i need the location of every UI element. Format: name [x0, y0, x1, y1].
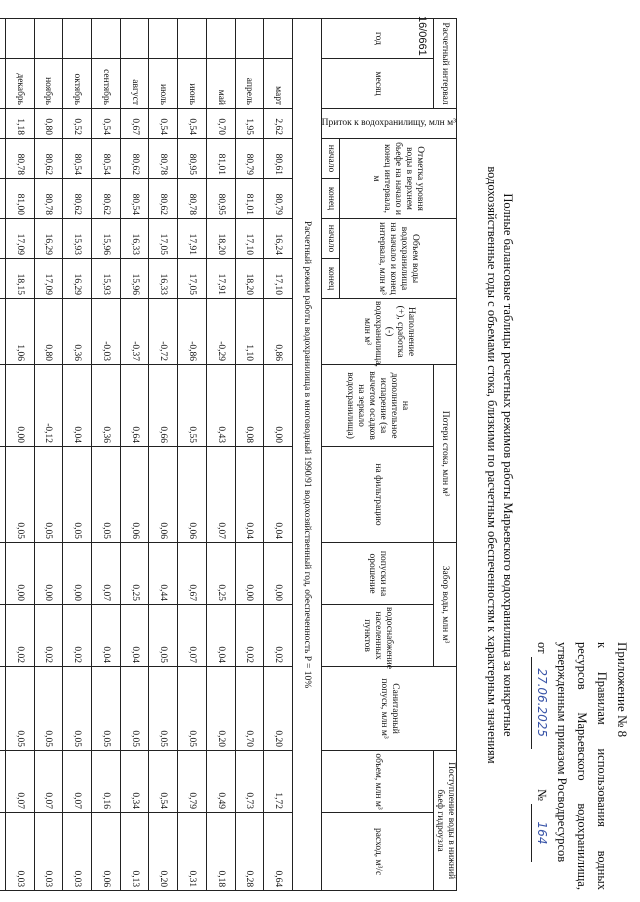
cell-vol-s: 17,91 [178, 219, 207, 259]
cell-lb-vol: 0,07 [63, 751, 92, 813]
cell-vol-s: 16,33 [120, 219, 149, 259]
cell-inflow: 0,67 [120, 109, 149, 139]
cell-year [34, 19, 63, 59]
cell-lb-q: 0,18 [206, 813, 235, 891]
cell-vol-e: 17,10 [264, 259, 293, 299]
cell-san: 0,20 [206, 667, 235, 751]
cell-filtr: 0,04 [264, 447, 293, 543]
cell-fill: 1,10 [235, 299, 264, 365]
cell-irr: 0,07 [92, 543, 121, 605]
cell-lvl-s: 80,62 [120, 139, 149, 179]
cell-vol-e: 16,29 [63, 259, 92, 299]
cell-san: 0,20 [264, 667, 293, 751]
col-settlements: водоснабжение населенных пунктов [321, 605, 433, 667]
cell-vol-e: 16,33 [149, 259, 178, 299]
cell-evap: 0,00 [5, 365, 34, 447]
cell-lb-q: 0,64 [264, 813, 293, 891]
col-volume: Объем воды водохранилища на начало и конец интервала, млн м³ [339, 219, 456, 299]
cell-vol-e: 15,96 [120, 259, 149, 299]
cell-lb-q: 0,06 [92, 813, 121, 891]
cell-irr: 0,25 [206, 543, 235, 605]
cell-fill: 1,06 [5, 299, 34, 365]
section-row [292, 19, 321, 891]
cell-lvl-s: 80,54 [92, 139, 121, 179]
header-text: к [595, 642, 609, 649]
table-row [34, 19, 63, 891]
appendix-line-3: утвержденным приказом Росводресурсов [555, 642, 569, 863]
table-row [63, 19, 92, 891]
cell-irr: 0,00 [34, 543, 63, 605]
cell-san: 0,05 [5, 667, 34, 751]
cell-year [235, 19, 264, 59]
header-text: Марьевского [575, 712, 589, 781]
table-row [149, 19, 178, 891]
appendix-line-1 [592, 642, 612, 890]
cell-irr: 0,67 [178, 543, 207, 605]
cell-set: 0,02 [264, 605, 293, 667]
cell-filtr: 0,07 [206, 447, 235, 543]
cell-fill: -0,72 [149, 299, 178, 365]
cell-irr: 0,00 [264, 543, 293, 605]
cell-filtr: 0,06 [149, 447, 178, 543]
cell-fill: -0,86 [178, 299, 207, 365]
col-level-start: начало [321, 139, 339, 179]
appendix-title: Приложение № 8 [615, 642, 630, 738]
cell-month: октябрь [63, 59, 92, 109]
cell-evap: 0,43 [206, 365, 235, 447]
cell-inflow: 1,18 [5, 109, 34, 139]
cell-vol-e: 17,91 [206, 259, 235, 299]
cell-month: июнь [178, 59, 207, 109]
cell-lvl-s: 80,62 [34, 139, 63, 179]
cell-lb-q [0, 813, 5, 891]
cell-inflow: 0,54 [149, 109, 178, 139]
cell-lvl-s: 80,95 [178, 139, 207, 179]
cell-filtr: 0,05 [92, 447, 121, 543]
col-interval: Расчетный интервал [434, 19, 457, 109]
cell-lb-q: 0,03 [5, 813, 34, 891]
header-text: № [535, 788, 549, 801]
cell-evap: 0,55 [178, 365, 207, 447]
cell-lb-q: 0,03 [34, 813, 63, 891]
cell-month: апрель [235, 59, 264, 109]
cell-vol-s: 15,93 [63, 219, 92, 259]
cell-san: 0,70 [235, 667, 264, 751]
cell-lvl-s: 80,61 [264, 139, 293, 179]
cell-san: 0,05 [120, 667, 149, 751]
cell-lb-vol: 0,79 [178, 751, 207, 813]
cell-fill: 0,80 [34, 299, 63, 365]
cell-lb-vol: 0,07 [34, 751, 63, 813]
cell-lb-vol: 0,73 [235, 751, 264, 813]
cell-evap [0, 365, 5, 447]
cell-san: 0,05 [63, 667, 92, 751]
cell-san [0, 667, 5, 751]
cell-fill: 0,36 [63, 299, 92, 365]
cell-year [5, 19, 34, 59]
cell-lb-vol: 0,16 [92, 751, 121, 813]
cell-vol-e: 15,93 [92, 259, 121, 299]
cell-san: 0,05 [178, 667, 207, 751]
appendix-line-4 [531, 642, 552, 890]
col-lower-vol: объем, млн м³ [321, 751, 433, 813]
cell-year [120, 19, 149, 59]
cell-lvl-s: 80,78 [149, 139, 178, 179]
cell-month: май [206, 59, 235, 109]
cell-month: август [120, 59, 149, 109]
table-row [5, 19, 34, 891]
cell-set: 0,04 [92, 605, 121, 667]
col-year: год [321, 19, 433, 59]
header-text: от [535, 642, 549, 654]
cell-inflow: 0,70 [206, 109, 235, 139]
col-volume-end: конец [321, 259, 339, 299]
cell-evap: 0,64 [120, 365, 149, 447]
cell-filtr [0, 447, 5, 543]
header-text: водохранилища, [575, 803, 589, 890]
cell-lvl-s: 80,78 [5, 139, 34, 179]
cell-year [206, 19, 235, 59]
table-row [235, 19, 264, 891]
col-level: Отметка уровня воды в верхнем бьефе на начало и конец интервала, м [339, 139, 456, 219]
cell-fill [0, 299, 5, 365]
table-row [0, 19, 5, 891]
header-text: использования [595, 748, 609, 827]
cell-vol-e [0, 259, 5, 299]
cell-lvl-s: 80,54 [63, 139, 92, 179]
cell-set: 0,04 [120, 605, 149, 667]
col-inflow-label: Приток к водохранилищу, млн м³ [321, 118, 456, 129]
cell-year [63, 19, 92, 59]
cell-month: март [264, 59, 293, 109]
cell-fill: -0,03 [92, 299, 121, 365]
cell-lvl-e: 80,78 [178, 179, 207, 219]
cell-fill: 0,86 [264, 299, 293, 365]
cell-lb-vol: 0,54 [149, 751, 178, 813]
cell-filtr: 0,06 [120, 447, 149, 543]
cell-lvl-e: 81,01 [235, 179, 264, 219]
cell-lvl-e: 80,79 [264, 179, 293, 219]
cell-filtr: 0,05 [34, 447, 63, 543]
table-body [0, 19, 321, 891]
cell-month: сентябрь [92, 59, 121, 109]
col-month: месяц [321, 59, 433, 109]
cell-lb-vol: 0,07 [5, 751, 34, 813]
cell-lvl-e: 80,95 [206, 179, 235, 219]
handwritten-date: 27.06.2025 [531, 657, 552, 749]
cell-vol-s [0, 219, 5, 259]
cell-set: 0,02 [235, 605, 264, 667]
cell-vol-s: 17,10 [235, 219, 264, 259]
col-lower-pool: Поступление воды в нижний бьеф гидроузла [434, 751, 457, 891]
cell-month: ноябрь [34, 59, 63, 109]
section-title: Расчетный режим работы водохранилища в многоводный 1990/91 водохозяйственный год, обеспеченность P = 10% [292, 19, 321, 891]
cell-irr: 0,44 [149, 543, 178, 605]
col-filtr: на фильтрацию [321, 447, 433, 543]
cell-evap: -0,12 [34, 365, 63, 447]
cell-inflow [0, 109, 5, 139]
cell-filtr: 0,05 [5, 447, 34, 543]
cell-lvl-e [0, 179, 5, 219]
cell-vol-s: 16,29 [34, 219, 63, 259]
cell-lvl-e: 80,62 [63, 179, 92, 219]
cell-vol-s: 18,20 [206, 219, 235, 259]
cell-lvl-e: 80,62 [149, 179, 178, 219]
cell-lb-vol [0, 751, 5, 813]
cell-set: 0,07 [178, 605, 207, 667]
cell-set: 0,02 [63, 605, 92, 667]
cell-vol-e: 17,05 [178, 259, 207, 299]
col-inflow [321, 109, 456, 139]
table-row [178, 19, 207, 891]
cell-lvl-e: 80,54 [120, 179, 149, 219]
cell-inflow: 2,62 [264, 109, 293, 139]
cell-lvl-s: 81,01 [206, 139, 235, 179]
cell-set: 0,04 [206, 605, 235, 667]
cell-vol-e: 18,15 [5, 259, 34, 299]
cell-year [178, 19, 207, 59]
cell-year [92, 19, 121, 59]
col-losses: Потери стока, млн м³ [434, 365, 457, 543]
cell-lb-q: 0,28 [235, 813, 264, 891]
balance-table [0, 18, 457, 891]
table-row [92, 19, 121, 891]
col-irrigation: попуски на орошение [321, 543, 433, 605]
cell-vol-s: 16,24 [264, 219, 293, 259]
cell-inflow: 0,54 [178, 109, 207, 139]
cell-inflow: 0,52 [63, 109, 92, 139]
cell-irr: 0,25 [120, 543, 149, 605]
cell-lvl-s [0, 139, 5, 179]
appendix-header [531, 642, 632, 890]
cell-fill: -0,29 [206, 299, 235, 365]
header-text: водных [595, 850, 609, 890]
cell-lvl-s: 80,79 [235, 139, 264, 179]
cell-lb-vol: 0,34 [120, 751, 149, 813]
registration-stamp: 16/0661 [416, 16, 428, 56]
cell-inflow: 0,80 [34, 109, 63, 139]
cell-san: 0,05 [149, 667, 178, 751]
cell-lvl-e: 80,78 [34, 179, 63, 219]
col-sanitary: Санитарный попуск, млн м³ [321, 667, 456, 751]
cell-lb-vol: 1,72 [264, 751, 293, 813]
cell-lvl-e: 81,00 [5, 179, 34, 219]
header-text: Правилам [595, 671, 609, 725]
col-lower-flow: расход, м³/с [321, 813, 433, 891]
cell-san: 0,05 [92, 667, 121, 751]
cell-vol-e: 18,20 [235, 259, 264, 299]
col-withdrawal: Забор воды, млн м³ [434, 543, 457, 667]
cell-irr: 0,00 [235, 543, 264, 605]
cell-lb-vol: 0,49 [206, 751, 235, 813]
cell-evap: 0,66 [149, 365, 178, 447]
table-row [206, 19, 235, 891]
cell-vol-e: 17,09 [34, 259, 63, 299]
cell-vol-s: 17,09 [5, 219, 34, 259]
cell-lb-q: 0,03 [63, 813, 92, 891]
cell-irr: 0,00 [5, 543, 34, 605]
cell-filtr: 0,05 [63, 447, 92, 543]
header-text: ресурсов [575, 642, 589, 690]
cell-inflow: 1,95 [235, 109, 264, 139]
col-level-end: конец [321, 179, 339, 219]
cell-set [0, 605, 5, 667]
cell-set: 0,02 [5, 605, 34, 667]
handwritten-number: 164 [531, 804, 552, 862]
cell-year [0, 19, 5, 59]
cell-vol-s: 17,05 [149, 219, 178, 259]
col-fill: Наполнение (+), сработка (-) водохранилища, млн м³ [321, 299, 456, 365]
cell-evap: 0,08 [235, 365, 264, 447]
cell-inflow: 0,54 [92, 109, 121, 139]
col-evap: на дополнительное испарение (за вычетом осадков на зеркало водохранилища) [321, 365, 433, 447]
table-row [264, 19, 293, 891]
cell-set: 0,02 [34, 605, 63, 667]
cell-month: июль [149, 59, 178, 109]
table-row [120, 19, 149, 891]
col-volume-start: начало [321, 219, 339, 259]
cell-evap: 0,00 [264, 365, 293, 447]
cell-evap: 0,36 [92, 365, 121, 447]
cell-lb-q: 0,20 [149, 813, 178, 891]
cell-fill: -0,37 [120, 299, 149, 365]
cell-lb-q: 0,13 [120, 813, 149, 891]
cell-year [264, 19, 293, 59]
cell-set: 0,05 [149, 605, 178, 667]
cell-san: 0,05 [34, 667, 63, 751]
cell-lvl-e: 80,62 [92, 179, 121, 219]
cell-irr [0, 543, 5, 605]
cell-evap: 0,04 [63, 365, 92, 447]
appendix-line-2 [572, 642, 592, 890]
cell-month [0, 59, 5, 109]
document-title: Полные балансовые таблицы расчетных режимов работы Марьевского водохранилища за конкретные водохозяйственные годы с объемами стока, близкими по расчетным обеспеченностям к характерным значениям [485, 166, 515, 764]
cell-lb-q: 0,31 [178, 813, 207, 891]
cell-irr: 0,00 [63, 543, 92, 605]
cell-year [149, 19, 178, 59]
cell-filtr: 0,06 [178, 447, 207, 543]
cell-month: декабрь [5, 59, 34, 109]
cell-vol-s: 15,96 [92, 219, 121, 259]
cell-filtr: 0,04 [235, 447, 264, 543]
